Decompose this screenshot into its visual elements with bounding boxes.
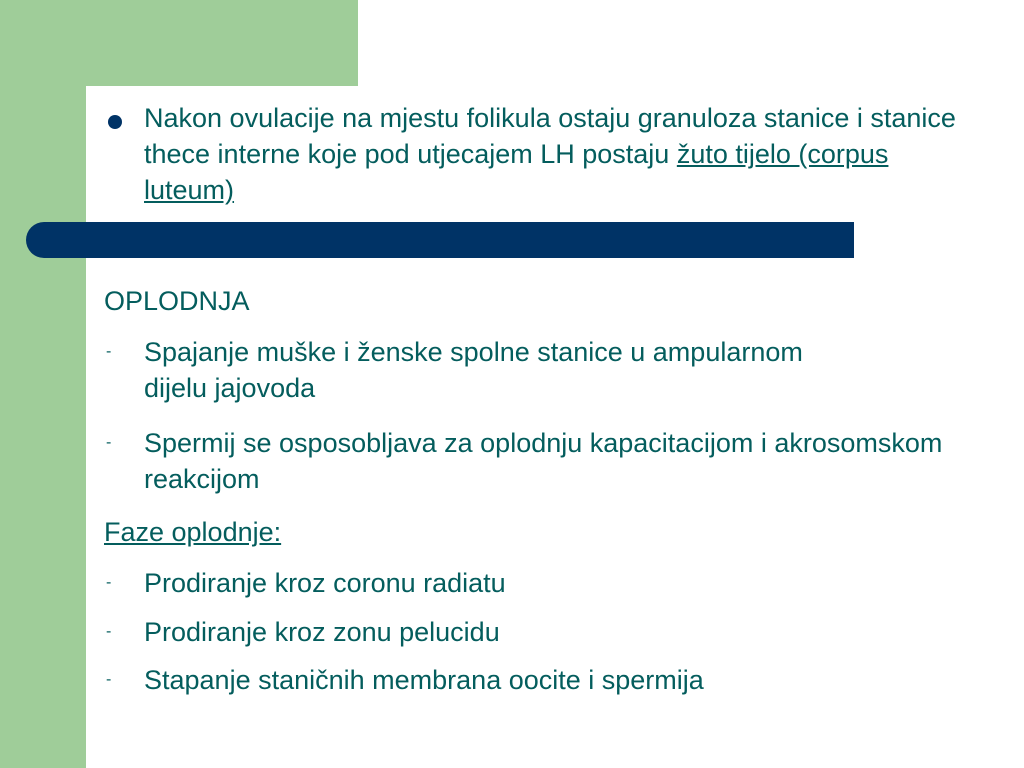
intro-text: Nakon ovulacije na mjestu folikula ostaju granuloza stanice i stanice thece interne koje pod utjecajem LH postaju [144, 103, 956, 169]
corpus-luteum-link[interactable]: žuto tijelo (corpus luteum) [144, 139, 889, 205]
dash-bullet-icon: - [106, 671, 112, 688]
list-item: Prodiranje kroz zonu pelucidu [144, 617, 500, 647]
decorative-green-top-block [86, 0, 358, 86]
dash-bullet-icon: - [106, 434, 112, 451]
list-item: Spajanje muške i ženske spolne stanice u ampularnom dijelu jajovoda [144, 337, 803, 403]
bullet-dot-icon [108, 115, 122, 129]
list-item: Prodiranje kroz coronu radiatu [144, 568, 506, 598]
list-item: Stapanje staničnih membrana oocite i spermija [144, 665, 704, 695]
oplodnja-heading: OPLODNJA [104, 286, 250, 316]
decorative-green-side-panel [0, 0, 86, 768]
list-item: Spermij se osposobljava za oplodnju kapacitacijom i akrosomskom reakcijom [144, 428, 943, 494]
intro-paragraph [144, 100, 964, 208]
dash-bullet-icon: - [106, 623, 112, 640]
dash-bullet-icon: - [106, 343, 112, 360]
dash-bullet-icon: - [106, 574, 112, 591]
faze-heading: Faze oplodnje: [104, 517, 282, 547]
decorative-navy-bar [26, 222, 854, 258]
